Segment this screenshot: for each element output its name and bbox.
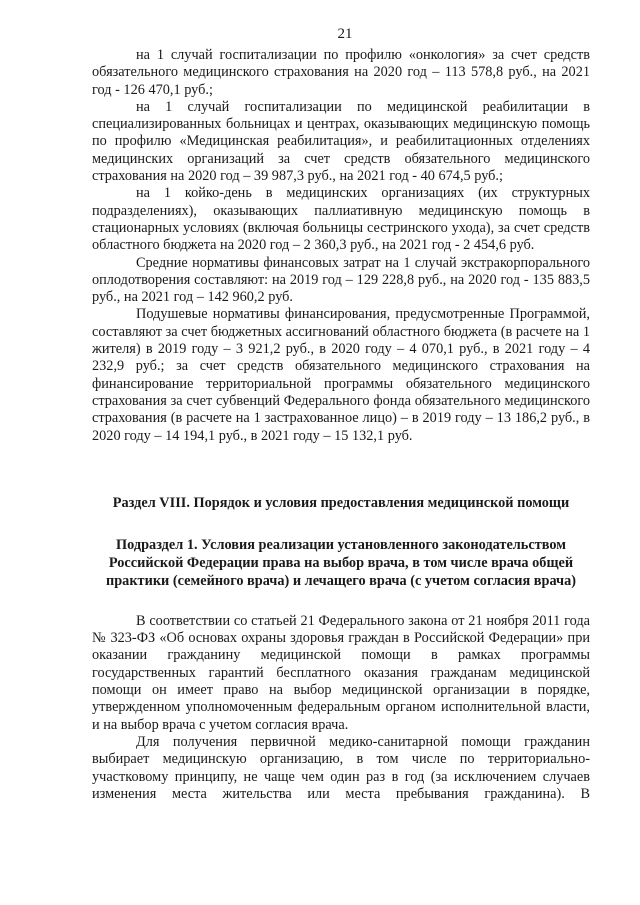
paragraph-per-capita-rates: Подушевые нормативы финансирования, предусмотренные Программой, составляют за счет бюджетных ассигнований областного бюджета (в расчете на 1 жителя) в 2019 году – 3 921,2 руб., в 2020 году – 4 070,1 руб., в 2021 году – 4 232,9 руб.; за счет средств обязательного медицинского страхования на финансирование территориальной программы обязательного медицинского страхования за счет субвенций Федерального фонда обязательного медицинского страхования (в расчете на 1 застрахованное лицо) – в 2019 году – 13 186,2 руб., в 2020 году – 14 194,1 руб., в 2021 году – 15 132,1 руб.	[92, 306, 590, 444]
paragraph-right-to-choose: В соответствии со статьей 21 Федерального закона от 21 ноября 2011 года № 323-ФЗ «Об основах охраны здоровья граждан в Российской Федерации» при оказании гражданину медицинской помощи в рамках программы государственных гарантий бесплатного оказания гражданам медицинской помощи он имеет право на выбор медицинской организации в порядке, утвержденном уполномоченным федеральным органом исполнительной власти, и на выбор врача с учетом согласия врача.	[92, 612, 590, 733]
paragraph-primary-care-choice: Для получения первичной медико-санитарной помощи гражданин выбирает медицинскую организацию, в том числе по территориально-участковому принципу, не чаще чем один раз в год (за исключением случаев изменения места жительства или места пребывания гражданина). В	[92, 733, 590, 802]
paragraph-ivf-rate: Средние нормативы финансовых затрат на 1 случай экстракорпорального оплодотворения составляют: на 2019 год – 129 228,8 руб., на 2020 год - 135 883,5 руб., на 2021 год – 142 960,2 руб.	[92, 254, 590, 306]
paragraph-palliative-rate: на 1 койко-день в медицинских организациях (их структурных подразделениях), оказывающих паллиативную медицинскую помощь в стационарных условиях (включая больницы сестринского ухода), за счет средств областного бюджета на 2020 год – 2 360,3 руб., на 2021 год - 2 454,6 руб.	[92, 185, 590, 254]
section-title: Раздел VIII. Порядок и условия предоставления медицинской помощи	[112, 494, 570, 511]
paragraph-oncology-rate: на 1 случай госпитализации по профилю «онкология» за счет средств обязательного медицинского страхования на 2020 год – 113 578,8 руб., на 2021 год - 126 470,1 руб.;	[92, 47, 590, 98]
page-number: 21	[337, 26, 353, 42]
subsection-title: Подраздел 1. Условия реализации установленного законодательством Российской Федерации права на выбор врача, в том числе врача общей практики (семейного врача) и лечащего врача (с учетом согласия врача)	[105, 536, 577, 589]
paragraph-rehabilitation-rate: на 1 случай госпитализации по медицинской реабилитации в специализированных больницах и центрах, оказывающих медицинскую помощь по профилю «Медицинская реабилитация», и реабилитационных отделениях медицинских организаций за счет средств обязательного медицинского страхования на 2020 год – 39 987,3 руб., на 2021 год - 40 674,5 руб.;	[92, 98, 590, 185]
document-page	[92, 24, 590, 803]
